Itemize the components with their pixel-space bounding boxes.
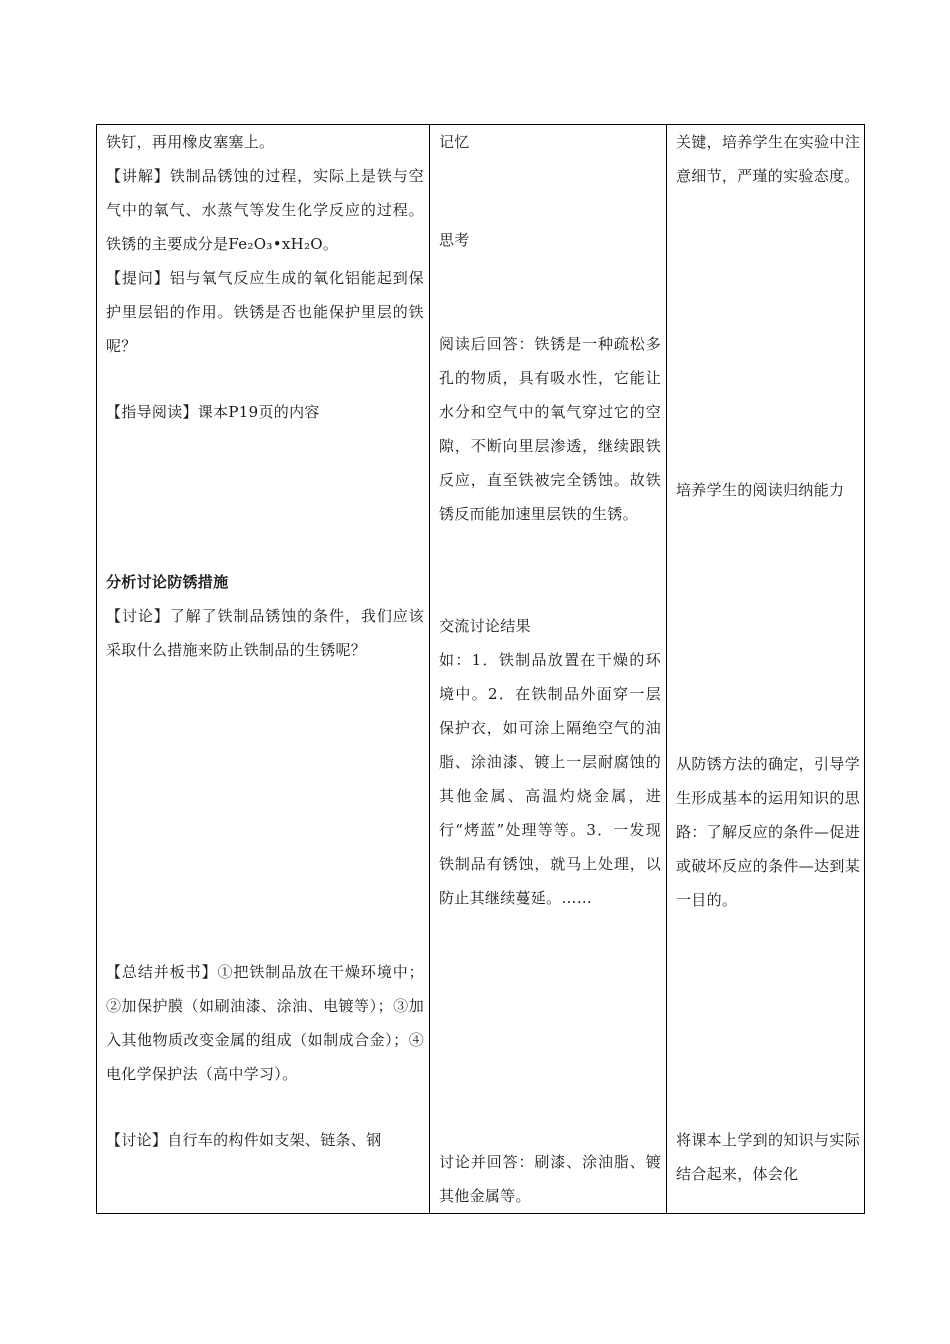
text-prevention-methods: 如：1．铁制品放置在干燥的环境中。2．在铁制品外面穿一层保护衣，如可涂上隔绝空气的油脂、涂油漆、镀上一层耐腐蚀的其他金属、高温灼烧金属，进行“烤蓝”处理等等。3．一发现铁制品有锈蚀，就马上处理，以防止其继续蔓延。…… bbox=[439, 651, 661, 907]
text-discuss-answer: 讨论并回答：刷漆、涂油脂、镀其他金属等。 bbox=[439, 1153, 661, 1205]
text-summary: 【总结并板书】①把铁制品放在干燥环境中；②加保护膜（如刷油漆、涂油、电镀等）；③加入其他物质改变金属的组成（如制成合金）；④电化学保护法（高中学习）。 bbox=[106, 963, 424, 1083]
design-intent-column bbox=[667, 125, 864, 1213]
text-exchange-result: 交流讨论结果 bbox=[439, 617, 531, 635]
text-think: 思考 bbox=[439, 231, 470, 249]
text-question: 【提问】铝与氧气反应生成的氧化铝能起到保护里层铝的作用。铁锈是否也能保护里层的铁呢？ bbox=[106, 269, 424, 355]
text-intent-reading: 培养学生的阅读归纳能力 bbox=[676, 481, 845, 499]
section-heading: 分析讨论防锈措施 bbox=[106, 573, 229, 591]
text-guided-reading: 【指导阅读】课本P19页的内容 bbox=[106, 403, 320, 421]
text-intent-practice: 将课本上学到的知识与实际结合起来，体会化 bbox=[676, 1131, 860, 1183]
student-activity-column bbox=[430, 125, 667, 1213]
teacher-activity-column bbox=[97, 125, 430, 1213]
lesson-table bbox=[96, 124, 865, 1214]
text-intent-method: 从防锈方法的确定，引导学生形成基本的运用知识的思路：了解反应的条件—促进或破坏反应的条件—达到某一目的。 bbox=[676, 755, 860, 909]
text-reading-answer: 阅读后回答：铁锈是一种疏松多孔的物质，具有吸水性，它能让水分和空气中的氧气穿过它的空隙，不断向里层渗透，继续跟铁反应，直至铁被完全锈蚀。故铁锈反而能加速里层铁的生锈。 bbox=[439, 335, 661, 523]
text-discussion: 【讨论】了解了铁制品锈蚀的条件，我们应该采取什么措施来防止铁制品的生锈呢？ bbox=[106, 607, 424, 659]
text-nail-plug: 铁钉，再用橡皮塞塞上。 bbox=[106, 133, 275, 151]
text-discussion-bicycle: 【讨论】自行车的构件如支架、链条、钢 bbox=[106, 1131, 382, 1149]
text-intent-experiment: 关键，培养学生在实验中注意细节，严瑾的实验态度。 bbox=[676, 133, 860, 185]
text-memory: 记忆 bbox=[439, 133, 470, 151]
text-explanation: 【讲解】铁制品锈蚀的过程，实际上是铁与空气中的氧气、水蒸气等发生化学反应的过程。铁锈的主要成分是Fe₂O₃•xH₂O。 bbox=[106, 167, 424, 253]
